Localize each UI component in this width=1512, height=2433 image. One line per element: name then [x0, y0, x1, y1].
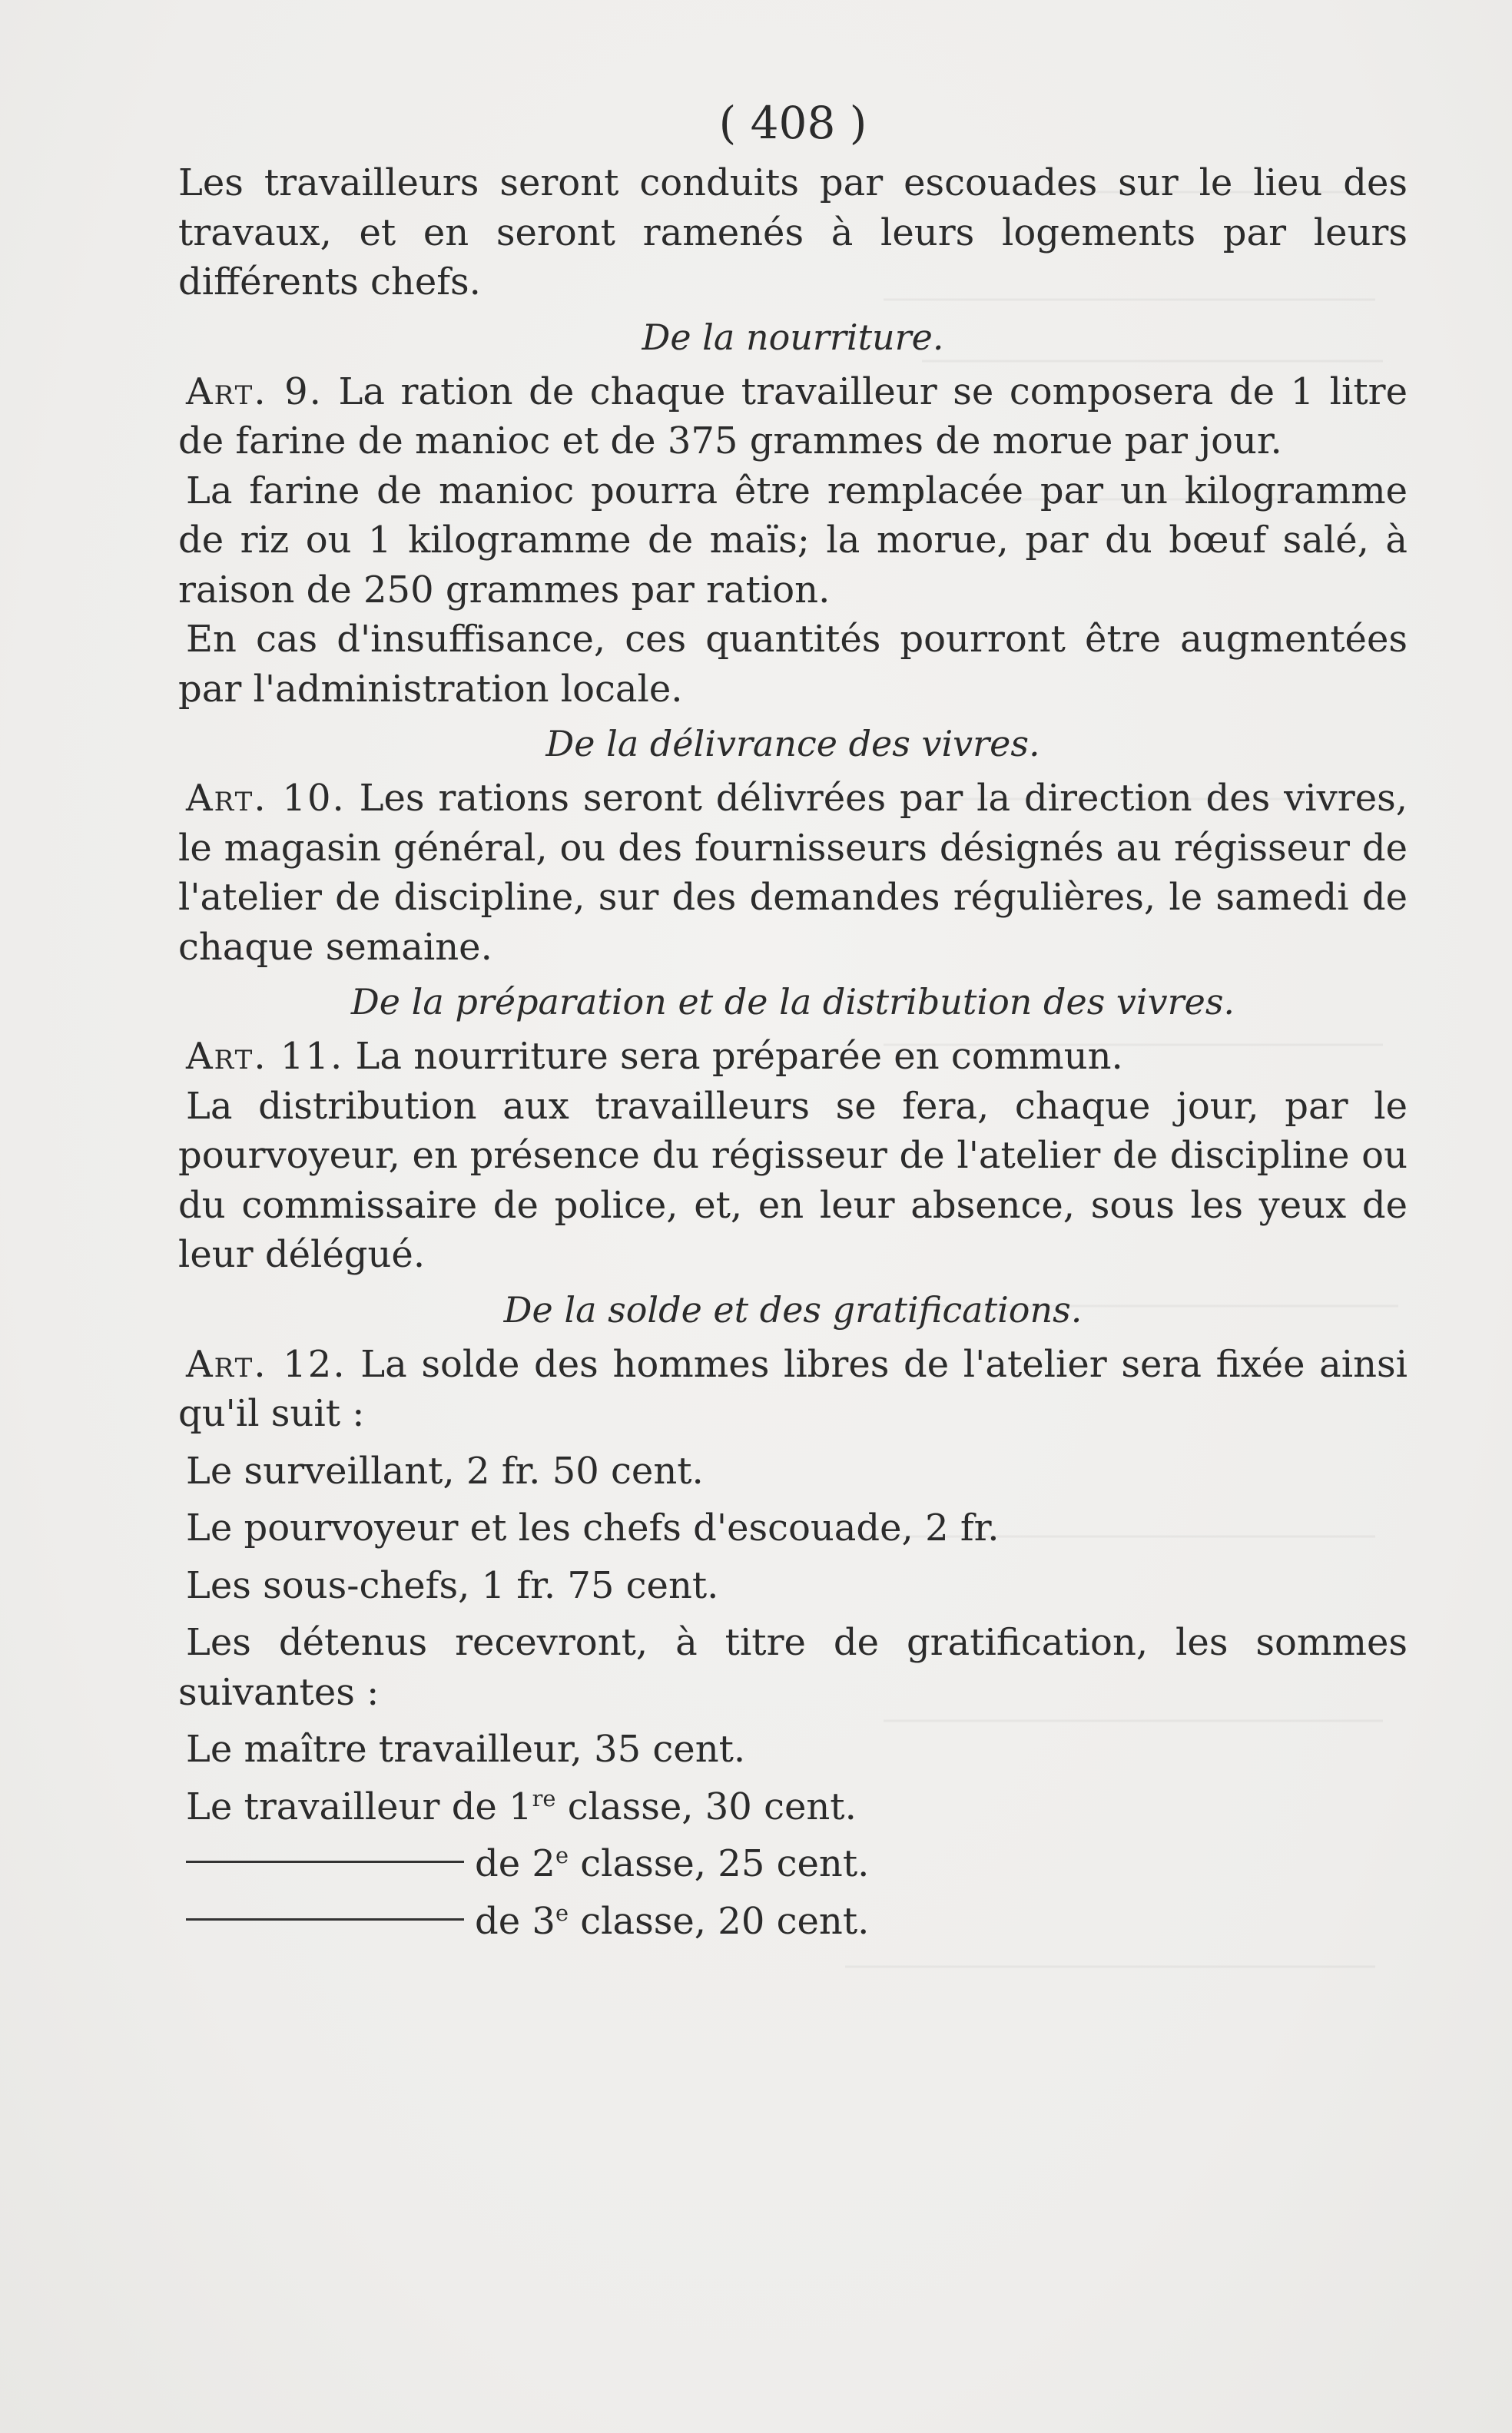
gratification-class-2: de 2e classe, 25 cent. — [178, 1839, 1408, 1889]
article-text: La nourriture sera préparée en commun. — [355, 1035, 1123, 1078]
solde-line: Le surveillant, 2 fr. 50 cent. — [186, 1449, 704, 1493]
solde-line: Le pourvoyeur et les chefs d'escouade, 2 fr. — [186, 1507, 1000, 1550]
article-10 — [178, 774, 1408, 972]
article-9 — [178, 367, 1408, 466]
paragraph-farine: La farine de manioc pourra être remplacée par un kilogramme de riz ou 1 kilogramme de maïs; la morue, par du bœuf salé, à raison de 250 grammes par ration. — [178, 469, 1408, 612]
article-label: Art. 12. — [186, 1342, 346, 1386]
article-text: Les rations seront délivrées par la direction des vivres, le magasin général, ou des fournisseurs désignés au régisseur de l'atelier de discipline, sur des demandes régulières, le samedi de chaque semaine. — [178, 777, 1408, 969]
article-12 — [178, 1340, 1408, 1439]
paragraph-distribution: La distribution aux travailleurs se fera, chaque jour, par le pourvoyeur, en présence du régisseur de l'atelier de discipline ou du commissaire de police, et, en leur absence, sous les yeux de leur délégué. — [178, 1084, 1408, 1276]
paragraph-escouades: Les travailleurs seront conduits par escouades sur le lieu des travaux, et en seront ramenés à leurs logements par leurs différents chefs. — [178, 161, 1408, 303]
solde-line: Les sous-chefs, 1 fr. 75 cent. — [186, 1563, 719, 1607]
heading-delivrance: De la délivrance des vivres. — [545, 723, 1040, 764]
ditto-dash — [186, 1918, 464, 1921]
article-text: La ration de chaque travailleur se composera de 1 litre de farine de manioc et de 375 grammes de morue par jour. — [178, 370, 1408, 462]
ditto-dash — [186, 1861, 464, 1863]
article-label: Art. 11. — [186, 1035, 344, 1078]
gratification-class-1: Le travailleur de 1re classe, 30 cent. — [186, 1785, 857, 1828]
page-number: ( 408 ) — [718, 97, 867, 149]
heading-preparation: De la préparation et de la distribution des vivres. — [350, 981, 1235, 1023]
article-label: Art. 9. — [186, 370, 323, 413]
article-text: La solde des hommes libres de l'atelier sera fixée ainsi qu'il suit : — [178, 1342, 1408, 1435]
text-column — [178, 92, 1408, 1946]
gratification-line: Le maître travailleur, 35 cent. — [186, 1728, 746, 1771]
heading-nourriture: De la nourriture. — [642, 316, 944, 358]
article-11 — [178, 1032, 1408, 1082]
article-label: Art. 10. — [186, 777, 346, 820]
gratification-class-3: de 3e classe, 20 cent. — [178, 1897, 1408, 1947]
heading-solde: De la solde et des gratifications. — [503, 1288, 1083, 1331]
paragraph-detenus: Les détenus recevront, à titre de gratification, les sommes suivantes : — [178, 1621, 1408, 1714]
paragraph-insuffisance: En cas d'insuffisance, ces quantités pourront être augmentées par l'administration locale. — [178, 618, 1408, 711]
